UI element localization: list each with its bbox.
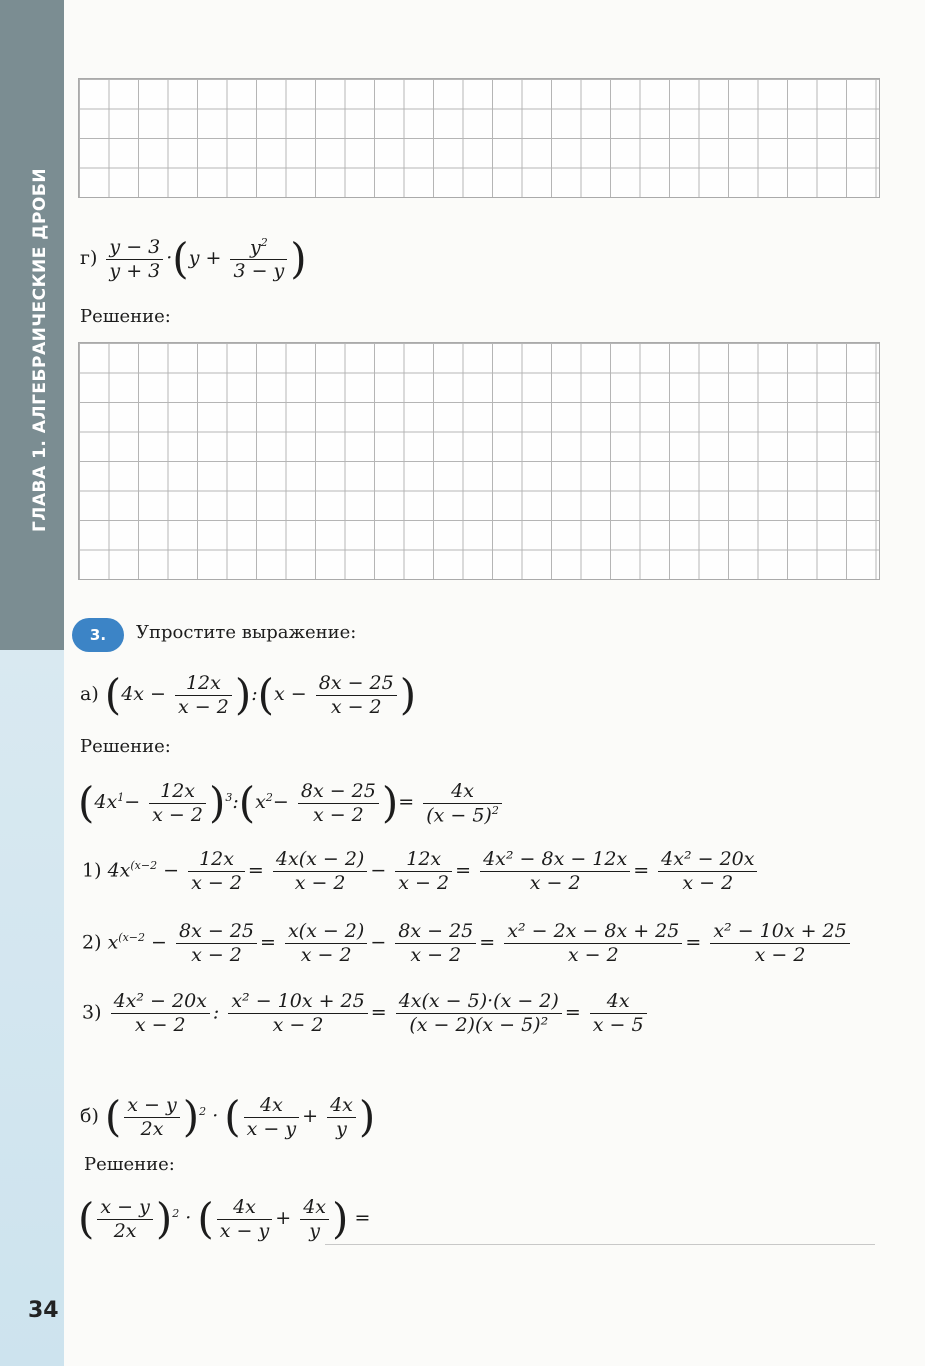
fraction: [658, 848, 757, 895]
fraction: [175, 672, 232, 719]
denominator: x − 2: [134, 1013, 186, 1036]
operator: =: [455, 859, 472, 882]
fraction: [97, 1196, 152, 1243]
numerator: 4x: [590, 990, 647, 1014]
part-b-work: ( $\frac{x - y}{2x}$ )$^2$ · ( $\frac{4x}{x - y}$ + $\frac{4x}{y}$ ) =: [78, 1194, 371, 1243]
step-3: [82, 990, 650, 1037]
fraction: [111, 990, 210, 1037]
denominator: y: [309, 1219, 320, 1242]
part-a-label: а): [80, 683, 99, 706]
denominator: x − 2: [682, 871, 734, 894]
fraction: [298, 780, 379, 827]
operator: =: [398, 791, 415, 814]
fraction: [395, 848, 452, 895]
operator: −: [370, 859, 387, 882]
answer-grid-top: [78, 78, 880, 198]
factor-mark: 1: [117, 790, 125, 804]
term: x: [107, 931, 119, 954]
operator: =: [685, 931, 702, 954]
numerator: 12x: [175, 672, 232, 696]
denominator: x − 2: [312, 803, 364, 826]
fraction: [273, 848, 367, 895]
numerator: y − 3: [106, 236, 163, 260]
numerator: 4x: [217, 1196, 272, 1220]
fraction: [396, 990, 562, 1037]
denominator: x − 2: [178, 695, 229, 718]
denominator: x − y: [219, 1219, 270, 1242]
chapter-title: ГЛАВА 1. АЛГЕБРАИЧЕСКИЕ ДРОБИ: [30, 167, 50, 533]
fraction: [176, 920, 257, 967]
operator: −: [124, 791, 141, 814]
operator: :: [232, 791, 239, 814]
solution-label: Решение:: [84, 1154, 175, 1175]
step-label: 2): [82, 931, 102, 954]
fraction: [423, 780, 502, 827]
numerator: 8x − 25: [316, 672, 397, 696]
term: 4x: [94, 791, 118, 814]
numerator: y: [249, 236, 261, 259]
fraction: [228, 990, 367, 1037]
operator: ·: [212, 1105, 219, 1128]
denominator: 2x: [113, 1219, 137, 1242]
numerator: 4x: [244, 1094, 299, 1118]
numerator: 8x − 25: [298, 780, 379, 804]
operator: =: [260, 931, 276, 954]
operator: −: [370, 931, 387, 954]
sidebar-lower-band: [0, 650, 64, 1366]
step-2: [82, 920, 853, 967]
term: x: [255, 791, 266, 814]
operator: ·: [185, 1207, 192, 1230]
denominator: x − 2: [191, 943, 242, 966]
denominator: x − 2: [398, 871, 450, 894]
term: y +: [188, 247, 222, 270]
fraction: [710, 920, 849, 967]
denominator: (x − 5): [426, 803, 492, 826]
operator: −: [163, 859, 180, 882]
denominator: x − 2: [410, 943, 462, 966]
numerator: 8x − 25: [395, 920, 476, 944]
denominator: x − y: [246, 1117, 297, 1140]
fraction: [188, 848, 245, 895]
exponent: 2: [199, 1104, 207, 1118]
fraction: [244, 1094, 299, 1141]
answer-grid-middle: [78, 342, 880, 580]
denominator: y: [336, 1117, 347, 1140]
denominator: x − 2: [191, 871, 242, 894]
denominator: x − 2: [300, 943, 352, 966]
operator: +: [275, 1207, 292, 1230]
operator: =: [354, 1207, 371, 1230]
term: x −: [274, 683, 307, 706]
part-a-expression: а) (4x − $\frac{12x}{x - 2}$ ):(x − $\frac{8x - 25}{x - 2}$ ): [80, 670, 417, 719]
denominator: x − 2: [754, 943, 806, 966]
operator: =: [370, 1001, 387, 1024]
numerator: x² − 10x + 25: [710, 920, 849, 944]
operator: =: [633, 859, 650, 882]
factor-mark: 2: [265, 790, 273, 804]
fraction: [504, 920, 682, 967]
factor-mark: 3: [225, 790, 233, 804]
denominator: (x − 2)(x − 5)²: [409, 1013, 549, 1036]
factor-mark: (x−2: [130, 858, 158, 872]
task-number-badge: 3.: [72, 618, 124, 652]
step-label: 1): [82, 859, 102, 882]
numerator: 4x² − 8x − 12x: [480, 848, 630, 872]
denominator: x − 2: [152, 803, 203, 826]
numerator: 12x: [395, 848, 452, 872]
denominator: x − 2: [529, 871, 581, 894]
part-g-label: г): [80, 247, 98, 270]
denominator: y + 3: [109, 259, 161, 282]
numerator: x² − 10x + 25: [228, 990, 367, 1014]
factor-mark: (x−2: [118, 930, 145, 944]
numerator: 12x: [188, 848, 245, 872]
fraction: [327, 1094, 356, 1141]
numerator: 4x: [423, 780, 502, 804]
exponent: 2: [260, 235, 268, 249]
denominator: x − 2: [567, 943, 619, 966]
numerator: x − y: [97, 1196, 152, 1220]
exponent: 2: [491, 803, 499, 817]
denominator: 2x: [140, 1117, 164, 1140]
denominator: x − 2: [330, 695, 382, 718]
page-number: 34: [28, 1298, 59, 1323]
fraction: [480, 848, 630, 895]
numerator: 4x² − 20x: [111, 990, 210, 1014]
numerator: 4x: [327, 1094, 356, 1118]
operator: :: [212, 1001, 220, 1024]
fraction: [217, 1196, 272, 1243]
operator: =: [479, 931, 496, 954]
fraction: [316, 672, 397, 719]
step-label: 3): [82, 1001, 102, 1024]
denominator: x − 2: [294, 871, 346, 894]
fraction: [124, 1094, 179, 1141]
operator: +: [302, 1105, 319, 1128]
step-1: [82, 848, 760, 895]
numerator: x² − 2x − 8x + 25: [504, 920, 682, 944]
fraction: [300, 1196, 329, 1243]
operator: −: [151, 931, 167, 954]
numerator: x − y: [124, 1094, 179, 1118]
solution-label: Решение:: [80, 736, 171, 757]
denominator: 3 − y: [233, 259, 285, 282]
numerator: 4x(x − 5)·(x − 2): [396, 990, 562, 1014]
operator: =: [564, 1001, 581, 1024]
part-b-label: б): [80, 1105, 99, 1128]
fraction: [149, 780, 206, 827]
part-a-work: ($4x^1-$ $\frac{12x}{x - 2}$ )$^3:(x^2-$ $\frac{8x - 25}{x - 2}$ )= $\frac{4x}{(x - 5)^2}$: [78, 778, 505, 828]
operator: :: [251, 683, 258, 706]
numerator: 4x: [300, 1196, 329, 1220]
fraction: [285, 920, 367, 967]
denominator: x − 2: [272, 1013, 324, 1036]
numerator: 8x − 25: [176, 920, 257, 944]
term: 4x −: [121, 683, 166, 706]
fraction: [590, 990, 647, 1037]
operator: =: [247, 859, 264, 882]
part-g-expression: г) $\frac{y - 3}{y + 3}$ ·(y + $\frac{y^2}{3 - y}$ ): [80, 234, 307, 283]
fraction: [230, 236, 287, 283]
part-b-expression: б) ( $\frac{x - y}{2x}$ )$^2$ · ( $\frac{4x}{x - y}$ + $\frac{4x}{y}$ ): [80, 1092, 376, 1141]
term: 4x: [107, 859, 131, 882]
numerator: 12x: [149, 780, 206, 804]
denominator: x − 5: [592, 1013, 644, 1036]
exponent: 2: [172, 1206, 180, 1220]
fraction: [106, 236, 163, 283]
fraction: [395, 920, 476, 967]
operator: ·: [166, 247, 173, 270]
numerator: 4x(x − 2): [273, 848, 367, 872]
answer-line: [325, 1244, 875, 1245]
numerator: x(x − 2): [285, 920, 367, 944]
task-prompt: Упростите выражение:: [136, 622, 357, 643]
solution-label: Решение:: [80, 306, 171, 327]
numerator: 4x² − 20x: [658, 848, 757, 872]
